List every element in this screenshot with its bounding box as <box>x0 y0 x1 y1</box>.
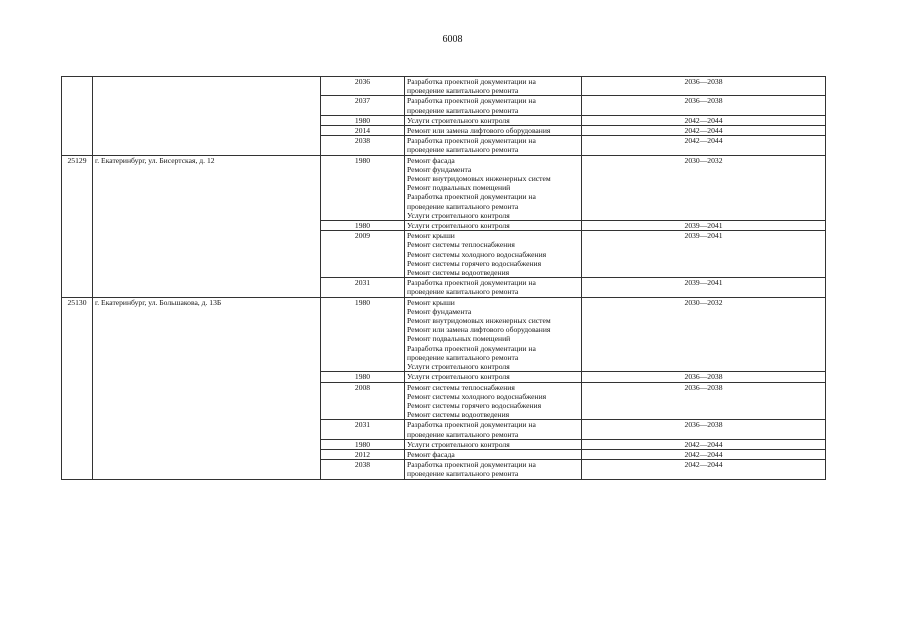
work-types-cell <box>405 460 582 479</box>
year-cell: 2008 <box>321 382 405 420</box>
period-cell: 2036—2038 <box>582 96 826 115</box>
work-type-line: Ремонт системы теплоснабжения <box>407 382 515 392</box>
period-cell: 2039—2041 <box>582 231 826 278</box>
capital-repair-table <box>61 76 826 480</box>
year-cell: 2031 <box>321 278 405 297</box>
year-cell: 2038 <box>321 136 405 155</box>
period-cell: 2036—2038 <box>582 77 826 96</box>
work-type-line: Разработка проектной документации на <box>407 96 536 106</box>
period-cell: 2042—2044 <box>582 136 826 155</box>
building-address: г. Екатеринбург, ул. Бисертская, д. 12 <box>93 155 321 297</box>
work-type-line: проведение капитального ремонта <box>407 201 519 211</box>
year-cell: 2038 <box>321 460 405 479</box>
work-type-line: Ремонт фундамента <box>407 306 472 316</box>
period-cell: 2036—2038 <box>582 372 826 382</box>
period-cell: 2030—2032 <box>582 297 826 372</box>
work-type-line: Разработка проектной документации на <box>407 278 536 288</box>
year-cell: 1980 <box>321 372 405 382</box>
work-type-line: Разработка проектной документации на <box>407 460 536 470</box>
table-body <box>62 77 826 480</box>
work-type-line: Ремонт крыши <box>407 297 455 307</box>
work-types-cell <box>405 231 582 278</box>
period-cell: 2042—2044 <box>582 449 826 459</box>
work-type-line: Ремонт подвальных помещений <box>407 183 511 193</box>
work-type-line: Разработка проектной документации на <box>407 343 536 353</box>
work-type-line: проведение капитального ремонта <box>407 469 519 479</box>
work-type-line: Разработка проектной документации на <box>407 77 536 86</box>
year-cell: 2031 <box>321 420 405 439</box>
work-types-cell <box>405 372 582 382</box>
work-type-line: Услуги строительного контроля <box>407 115 510 125</box>
work-type-line: проведение капитального ремонта <box>407 429 519 439</box>
work-type-line: проведение капитального ремонта <box>407 287 519 297</box>
work-type-line: Ремонт системы водоотведения <box>407 410 510 420</box>
work-type-line: Ремонт внутридомовых инженерных систем <box>407 316 551 326</box>
building-address <box>93 77 321 156</box>
work-types-cell <box>405 278 582 297</box>
year-cell: 1980 <box>321 115 405 125</box>
work-types-cell <box>405 96 582 115</box>
period-cell: 2030—2032 <box>582 155 826 220</box>
table-row <box>62 297 826 372</box>
work-type-line: Ремонт фундамента <box>407 164 472 174</box>
work-type-line: Услуги строительного контроля <box>407 210 510 220</box>
work-types-cell <box>405 77 582 96</box>
building-address: г. Екатеринбург, ул. Большакова, д. 13Б <box>93 297 321 479</box>
year-cell: 1980 <box>321 221 405 231</box>
year-cell: 1980 <box>321 439 405 449</box>
work-type-line: Ремонт системы холодного водоснабжения <box>407 249 547 259</box>
work-type-line: Ремонт системы горячего водоснабжения <box>407 258 542 268</box>
work-type-line: Ремонт системы горячего водоснабжения <box>407 400 542 410</box>
year-cell: 2014 <box>321 126 405 136</box>
work-types-cell <box>405 382 582 420</box>
work-type-line: проведение капитального ремонта <box>407 145 519 155</box>
work-types-cell <box>405 420 582 439</box>
building-number: 25129 <box>62 155 93 297</box>
period-cell: 2042—2044 <box>582 126 826 136</box>
page-number: 6008 <box>442 34 463 45</box>
period-cell: 2042—2044 <box>582 439 826 449</box>
work-type-line: Ремонт крыши <box>407 231 455 241</box>
work-types-cell <box>405 155 582 220</box>
work-types-cell <box>405 297 582 372</box>
period-cell: 2042—2044 <box>582 115 826 125</box>
year-cell: 2037 <box>321 96 405 115</box>
work-type-line: Услуги строительного контроля <box>407 372 510 382</box>
building-number: 25130 <box>62 297 93 479</box>
table-row <box>62 155 826 220</box>
work-type-line: Разработка проектной документации на <box>407 136 536 146</box>
work-type-line: Ремонт или замена лифтового оборудования <box>407 325 551 335</box>
work-type-line: Ремонт внутридомовых инженерных систем <box>407 174 551 184</box>
period-cell: 2039—2041 <box>582 278 826 297</box>
work-types-cell <box>405 449 582 459</box>
period-cell: 2042—2044 <box>582 460 826 479</box>
work-type-line: Ремонт системы холодного водоснабжения <box>407 391 547 401</box>
work-type-line: Разработка проектной документации на <box>407 420 536 430</box>
table-row <box>62 77 826 96</box>
work-types-cell <box>405 221 582 231</box>
work-types-cell <box>405 115 582 125</box>
work-types-cell <box>405 439 582 449</box>
year-cell: 2036 <box>321 77 405 96</box>
work-type-line: Разработка проектной документации на <box>407 192 536 202</box>
work-type-line: Услуги строительного контроля <box>407 221 510 231</box>
building-number <box>62 77 93 156</box>
work-type-line: Ремонт или замена лифтового оборудования <box>407 126 551 136</box>
work-type-line: Услуги строительного контроля <box>407 439 510 449</box>
year-cell: 1980 <box>321 297 405 372</box>
work-types-cell <box>405 126 582 136</box>
period-cell: 2036—2038 <box>582 420 826 439</box>
work-type-line: Ремонт фасада <box>407 155 455 165</box>
work-types-cell <box>405 136 582 155</box>
work-type-line: Ремонт фасада <box>407 449 455 459</box>
work-type-line: Ремонт системы теплоснабжения <box>407 240 515 250</box>
work-type-line: проведение капитального ремонта <box>407 105 519 115</box>
year-cell: 1980 <box>321 155 405 220</box>
year-cell: 2009 <box>321 231 405 278</box>
work-type-line: Ремонт системы водоотведения <box>407 268 510 278</box>
year-cell: 2012 <box>321 449 405 459</box>
work-type-line: проведение капитального ремонта <box>407 352 519 362</box>
work-type-line: Ремонт подвальных помещений <box>407 334 511 344</box>
work-type-line: проведение капитального ремонта <box>407 86 519 96</box>
period-cell: 2039—2041 <box>582 221 826 231</box>
work-type-line: Услуги строительного контроля <box>407 362 510 372</box>
period-cell: 2036—2038 <box>582 382 826 420</box>
